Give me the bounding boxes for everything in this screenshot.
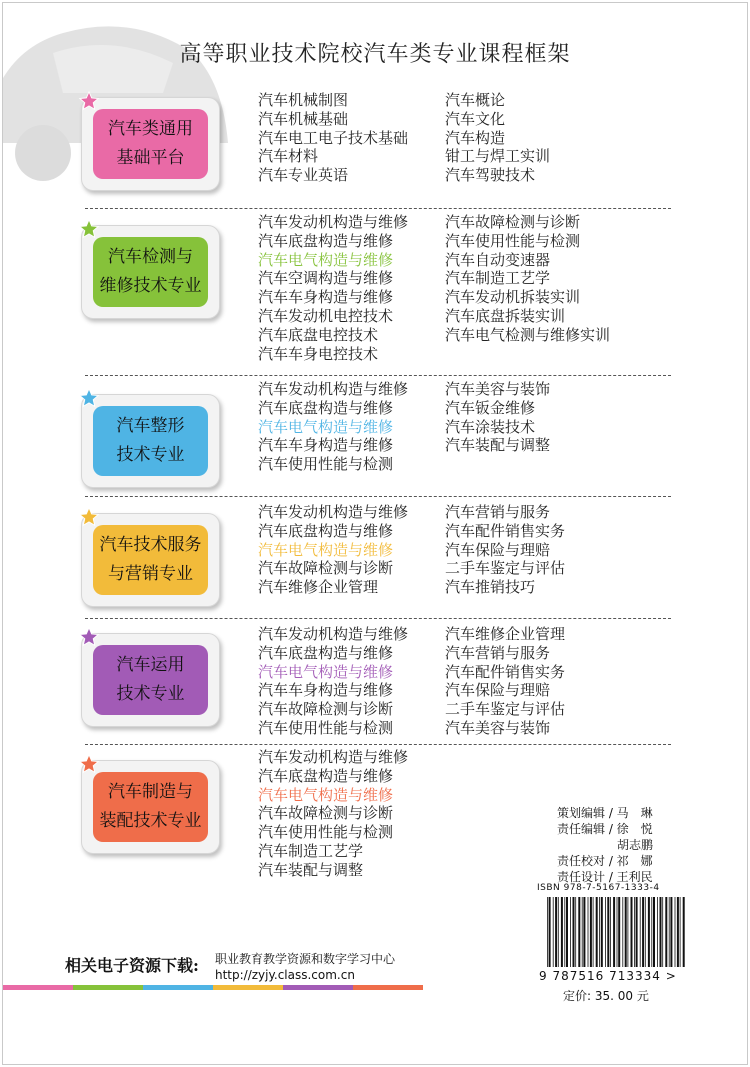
course-item: 汽车制造工艺学: [445, 269, 551, 288]
color-strip-segment: [353, 985, 423, 990]
download-info: [215, 951, 395, 983]
credit-line: 胡志鹏: [557, 838, 654, 852]
course-item: 汽车电气检测与维修实训: [445, 325, 611, 344]
course-list-left: [258, 625, 408, 738]
course-item: 汽车保险与理赔: [445, 681, 551, 700]
course-item: 汽车推销技巧: [445, 578, 536, 597]
course-item: 汽车电气构造与维修: [258, 662, 394, 681]
major-badge: [81, 760, 220, 854]
editorial-credits: [557, 805, 653, 885]
color-strip: [3, 985, 423, 990]
course-item: 汽车使用性能与检测: [258, 455, 394, 474]
major-badge-label: [93, 645, 208, 715]
major-badge: [81, 394, 220, 488]
major-badge-label: [93, 237, 208, 307]
major-name: 汽车检测与 维修技术专业: [99, 247, 202, 296]
course-item: 汽车底盘构造与维修: [258, 643, 394, 662]
course-item: 汽车制造工艺学: [258, 841, 364, 860]
course-item: 汽车底盘拆装实训: [445, 306, 566, 325]
course-item: 汽车故障检测与诊断: [445, 213, 581, 231]
course-list-left: [258, 213, 408, 363]
course-item: 二手车鉴定与评估: [445, 700, 566, 719]
course-item: 汽车电气构造与维修: [258, 250, 394, 269]
course-item: 汽车空调构造与维修: [258, 269, 394, 288]
major-name: 汽车类通用 基础平台: [108, 119, 193, 168]
course-item: 汽车发动机拆装实训: [445, 288, 581, 307]
course-item: 汽车维修企业管理: [445, 625, 566, 643]
price-text: 定价: 35. 00 元: [563, 989, 649, 1003]
course-item: 汽车装配与调整: [445, 436, 551, 455]
course-list-left: [258, 503, 408, 597]
course-item: 汽车文化: [445, 109, 506, 128]
course-item: 汽车底盘电控技术: [258, 325, 379, 344]
book-back-cover: [2, 2, 748, 1065]
course-item: 汽车涂装技术: [445, 417, 536, 436]
download-label: 相关电子资源下载:: [65, 956, 199, 975]
course-item: 汽车故障检测与诊断: [258, 700, 394, 719]
course-item: 汽车底盘构造与维修: [258, 398, 394, 417]
course-item: 汽车机械制图: [258, 91, 349, 109]
major-name: 汽车技术服务 与营销专业: [99, 535, 202, 584]
course-item: 汽车底盘构造与维修: [258, 521, 394, 540]
course-item: 汽车钣金维修: [445, 398, 536, 417]
section-divider: [85, 618, 671, 619]
course-item: 汽车电工电子技术基础: [258, 128, 409, 147]
course-item: 汽车车身构造与维修: [258, 288, 394, 307]
major-badge-label: [93, 525, 208, 595]
course-item: 二手车鉴定与评估: [445, 559, 566, 578]
course-item: 汽车发动机构造与维修: [258, 503, 409, 521]
course-item: 汽车维修企业管理: [258, 578, 379, 597]
course-list-right: [445, 625, 565, 738]
major-name: 汽车运用 技术专业: [116, 655, 185, 704]
course-item: 汽车故障检测与诊断: [258, 804, 394, 823]
course-list-right: [445, 91, 550, 185]
barcode-icon: [547, 897, 687, 967]
course-list-left: [258, 748, 408, 880]
section-divider: [85, 208, 671, 209]
course-item: 汽车电气构造与维修: [258, 540, 394, 559]
star-icon: [78, 506, 100, 528]
major-badge: [81, 513, 220, 607]
star-icon: [78, 626, 100, 648]
major-name: 汽车制造与 装配技术专业: [99, 782, 202, 831]
course-item: 汽车营销与服务: [445, 503, 551, 521]
course-list-right: [445, 213, 610, 345]
section-divider: [85, 744, 671, 745]
course-item: 汽车故障检测与诊断: [258, 559, 394, 578]
course-item: 汽车材料: [258, 147, 319, 166]
section-divider: [85, 375, 671, 376]
course-item: 汽车发动机构造与维修: [258, 380, 409, 398]
color-strip-segment: [283, 985, 353, 990]
color-strip-segment: [213, 985, 283, 990]
course-list-right: [445, 503, 565, 597]
download-line-1: 职业教育教学资源和数字学习中心: [215, 952, 396, 966]
course-item: 汽车发动机电控技术: [258, 306, 394, 325]
page-title: 高等职业技术院校汽车类专业课程框架: [179, 42, 571, 67]
star-icon: [78, 218, 100, 240]
course-item: 汽车美容与装饰: [445, 718, 551, 737]
course-list-right: [445, 380, 550, 455]
credit-line: 策划编辑 / 马 琳: [557, 806, 653, 820]
credit-line: 责任编辑 / 徐 悦: [557, 822, 653, 836]
course-item: 汽车发动机构造与维修: [258, 213, 409, 231]
color-strip-segment: [143, 985, 213, 990]
course-item: 汽车车身构造与维修: [258, 436, 394, 455]
course-item: 汽车底盘构造与维修: [258, 766, 394, 785]
course-item: 汽车发动机构造与维修: [258, 625, 409, 643]
major-badge: [81, 97, 220, 191]
course-item: 汽车美容与装饰: [445, 380, 551, 398]
color-strip-segment: [3, 985, 73, 990]
course-item: 汽车发动机构造与维修: [258, 748, 409, 766]
course-item: 汽车电气构造与维修: [258, 785, 394, 804]
course-item: 汽车车身电控技术: [258, 344, 379, 363]
course-item: 汽车配件销售实务: [445, 521, 566, 540]
section-divider: [85, 496, 671, 497]
course-list-left: [258, 380, 408, 474]
course-item: 汽车使用性能与检测: [258, 823, 394, 842]
course-item: 汽车底盘构造与维修: [258, 231, 394, 250]
course-item: 汽车自动变速器: [445, 250, 551, 269]
course-item: 汽车配件销售实务: [445, 662, 566, 681]
course-item: 汽车概论: [445, 91, 506, 109]
credit-line: 责任设计 / 王利民: [557, 870, 653, 884]
barcode-block: [537, 883, 693, 1001]
color-strip-segment: [73, 985, 143, 990]
major-badge: [81, 225, 220, 319]
isbn-text: ISBN 978-7-5167-1333-4: [537, 883, 660, 893]
course-item: 汽车装配与调整: [258, 860, 364, 879]
major-badge: [81, 633, 220, 727]
course-item: 汽车使用性能与检测: [445, 231, 581, 250]
download-url[interactable]: http://zyjy.class.com.cn: [215, 968, 355, 982]
credit-line: 责任校对 / 祁 娜: [557, 854, 653, 868]
major-badge-label: [93, 406, 208, 476]
barcode-number: 9 787516 713334 >: [539, 969, 677, 983]
course-item: 汽车构造: [445, 128, 506, 147]
major-badge-label: [93, 772, 208, 842]
course-item: 汽车机械基础: [258, 109, 349, 128]
course-item: 汽车驾驶技术: [445, 166, 536, 185]
course-item: 汽车专业英语: [258, 166, 349, 185]
star-icon: [78, 387, 100, 409]
course-list-left: [258, 91, 408, 185]
course-item: 汽车使用性能与检测: [258, 718, 394, 737]
major-badge-label: [93, 109, 208, 179]
major-name: 汽车整形 技术专业: [116, 416, 185, 465]
star-icon: [78, 753, 100, 775]
course-item: 汽车车身构造与维修: [258, 681, 394, 700]
star-icon: [78, 90, 100, 112]
course-item: 钳工与焊工实训: [445, 147, 551, 166]
course-item: 汽车电气构造与维修: [258, 417, 394, 436]
course-item: 汽车保险与理赔: [445, 540, 551, 559]
course-item: 汽车营销与服务: [445, 643, 551, 662]
